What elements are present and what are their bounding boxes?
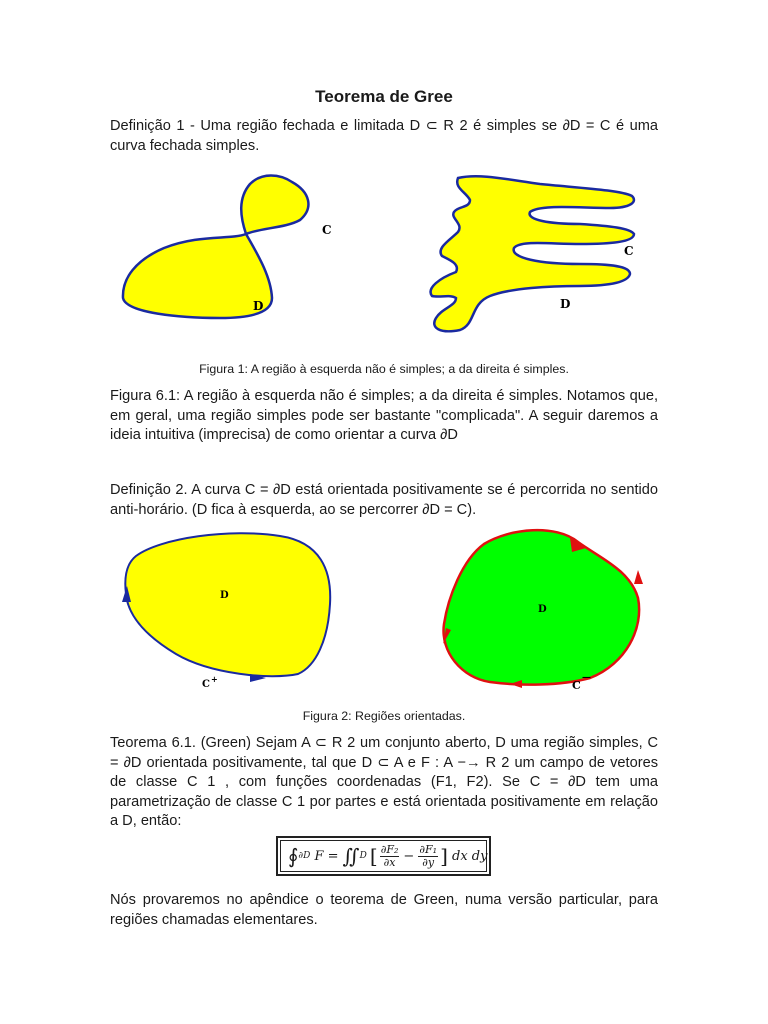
fraction-2: $\frac{\text{∂F₁}}{\partial y}$ (419, 842, 438, 869)
closing-paragraph: Nós provaremos no apêndice o teorema de Green, numa versão particular, para regiões chamadas elementares. (110, 892, 658, 928)
page-title: Teorema de Gree (315, 87, 453, 106)
figure-2-caption: Figura 2: Regiões orientadas. (302, 709, 466, 723)
figure2-left-curve-sign: + (211, 674, 218, 684)
figure1-right-curve-label: C (624, 244, 634, 258)
contour-integral-domain: ∂D (298, 851, 311, 861)
contour-integral-symbol: ∮ (288, 844, 299, 868)
figure2-left-region (125, 533, 330, 676)
figure-1 (110, 168, 660, 348)
paragraph-figure-6-1: Figura 6.1: A região à esquerda não é simples; a da direita é simples. Notamos que, em geral, uma região simples pode ser bastante "complicada". A seguir daremos a ideia intuitiva (imprecisa) de como orientar a curva ∂D (110, 388, 658, 444)
figure-1-caption: Figura 1: A região à esquerda não é simples; a da direita é simples. (199, 362, 569, 376)
figure-2 (110, 524, 660, 696)
figure1-left-region (123, 234, 272, 318)
definition-1: Definição 1 - Uma região fechada e limitada D ⊂ R 2 é simples se ∂D = C é uma curva fechada simples. (110, 118, 658, 154)
figure2-left-curve-label: C (202, 679, 210, 690)
double-integral-domain: D (359, 851, 367, 861)
figure1-left-lobe (241, 176, 308, 235)
definition-2: Definição 2. A curva C = ∂D está orientada positivamente se é percorrida no sentido anti-horário. (D fica à esquerda, ao se percorrer ∂D = C). (110, 482, 658, 518)
formula-minus: − (403, 848, 415, 864)
figure1-left-curve-label: C (322, 223, 332, 237)
figure2-right-arrow-right (634, 570, 643, 584)
figure2-left-region-label: D (220, 590, 229, 601)
double-integral-symbol: ∬ (342, 844, 360, 868)
figure2-right-curve-sign: — (582, 673, 591, 683)
green-formula: ∮ ∂D F = ∬ D [ $\frac{\text{∂F₂}}{\partial x}$ − $\frac{\text{∂F₁}}{\partial y}$ ] dx dy (276, 836, 491, 876)
fraction-1: $\frac{\text{∂F₂}}{\partial x}$ (380, 842, 399, 869)
figure1-right-region-label: D (560, 297, 571, 311)
figure2-right-region-label: D (538, 604, 547, 615)
figure2-right-curve-label: C (572, 679, 581, 692)
theorem-6-1: Teorema 6.1. (Green) Sejam A ⊂ R 2 um conjunto aberto, D uma região simples, C = ∂D orientada positivamente, tal que D ⊂ A e F : A −→ R 2 um campo de vetores de classe C 1 , com funções coordenadas (F1, F2). Se C = ∂D tem uma parametrização de classe C 1 por partes e está orientada positivamente em relação a D, então: (110, 735, 658, 830)
figure1-left-region-label: D (253, 299, 264, 313)
formula-differentials: dx dy (452, 848, 488, 864)
formula-F: F = (314, 848, 339, 864)
figure1-right-region (431, 176, 634, 331)
